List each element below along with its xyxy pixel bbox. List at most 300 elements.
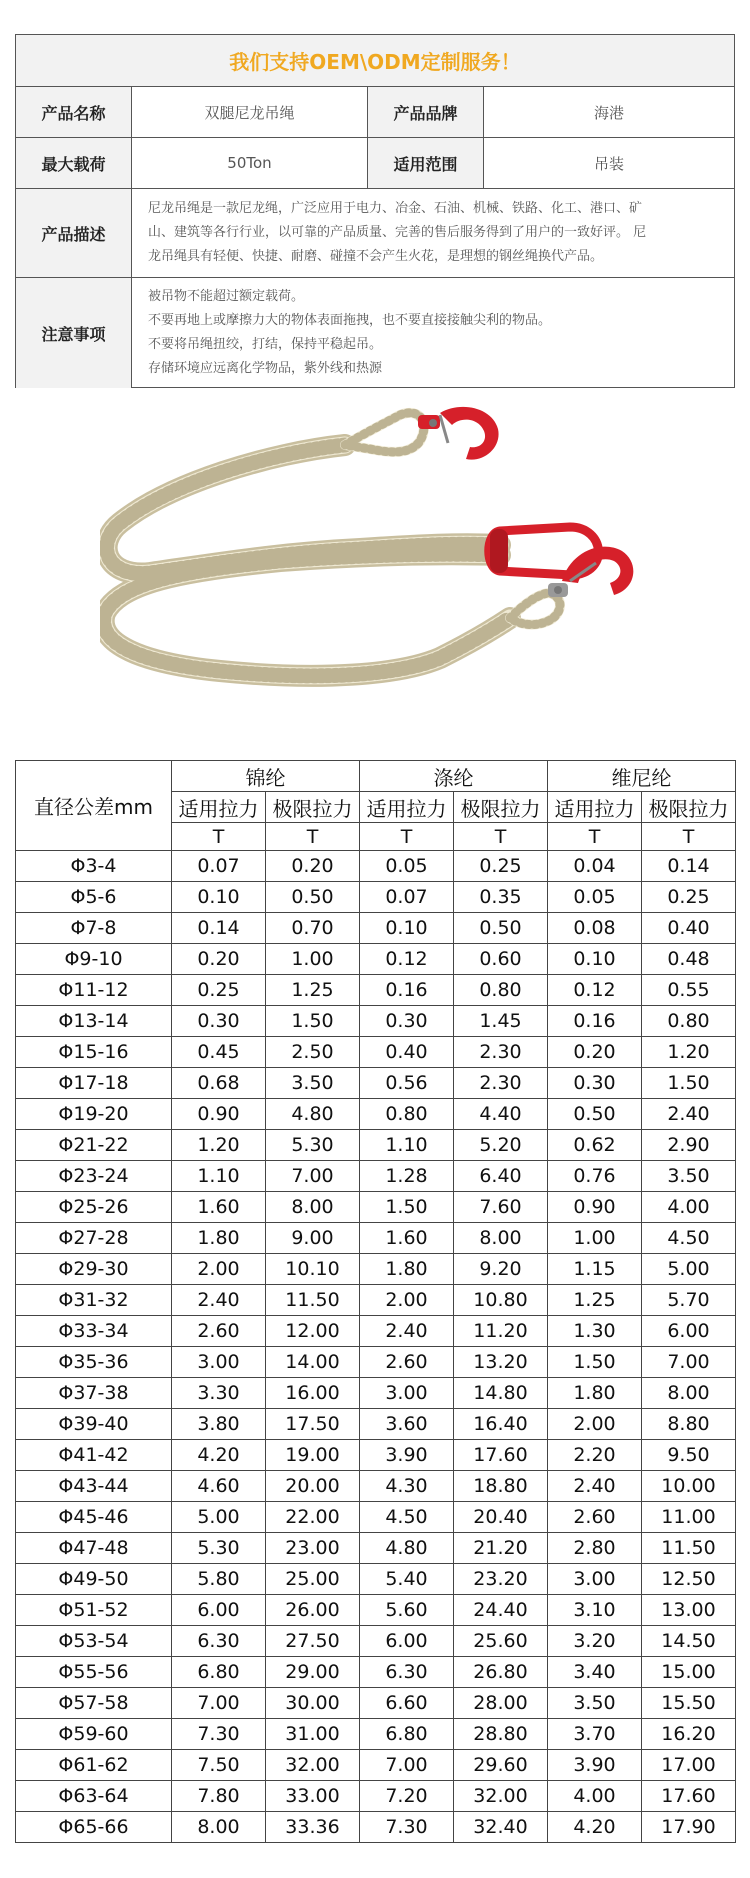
- table-row: [16, 975, 736, 1006]
- value-cell: 3.00: [172, 1347, 266, 1378]
- value-cell: 0.80: [454, 975, 548, 1006]
- table-row: [16, 1347, 736, 1378]
- diameter-cell: Φ11-12: [16, 975, 172, 1006]
- value-cell: 21.20: [454, 1533, 548, 1564]
- value-cell: 3.30: [172, 1378, 266, 1409]
- value-cell: 3.00: [548, 1564, 642, 1595]
- diameter-cell: Φ43-44: [16, 1471, 172, 1502]
- value-cell: 0.25: [454, 851, 548, 882]
- value-cell: 1.50: [642, 1068, 736, 1099]
- value-cell: 2.30: [454, 1037, 548, 1068]
- diameter-cell: Φ17-18: [16, 1068, 172, 1099]
- top-hook: [418, 407, 499, 460]
- value-cell: 4.50: [360, 1502, 454, 1533]
- value-cell: 0.08: [548, 913, 642, 944]
- value-cell: 3.90: [548, 1750, 642, 1781]
- value-cell: 3.50: [548, 1688, 642, 1719]
- value-cell: 24.40: [454, 1595, 548, 1626]
- value-cell: 2.30: [454, 1068, 548, 1099]
- value-cell: 11.00: [642, 1502, 736, 1533]
- info-row-notes: [16, 278, 734, 388]
- load-value: 50Ton: [132, 138, 368, 188]
- value-cell: 1.28: [360, 1161, 454, 1192]
- value-cell: 1.00: [266, 944, 360, 975]
- value-cell: 0.90: [172, 1099, 266, 1130]
- unit-label: T: [642, 823, 736, 851]
- diameter-cell: Φ3-4: [16, 851, 172, 882]
- value-cell: 7.60: [454, 1192, 548, 1223]
- diameter-cell: Φ15-16: [16, 1037, 172, 1068]
- value-cell: 6.00: [172, 1595, 266, 1626]
- value-cell: 32.00: [266, 1750, 360, 1781]
- diameter-cell: Φ27-28: [16, 1223, 172, 1254]
- info-row-name-brand: [16, 87, 734, 138]
- table-row: [16, 913, 736, 944]
- value-cell: 11.50: [642, 1533, 736, 1564]
- diameter-cell: Φ7-8: [16, 913, 172, 944]
- value-cell: 3.10: [548, 1595, 642, 1626]
- table-row: [16, 1812, 736, 1843]
- value-cell: 1.50: [266, 1006, 360, 1037]
- value-cell: 33.00: [266, 1781, 360, 1812]
- value-cell: 4.40: [454, 1099, 548, 1130]
- value-cell: 0.80: [360, 1099, 454, 1130]
- value-cell: 2.40: [548, 1471, 642, 1502]
- diameter-cell: Φ47-48: [16, 1533, 172, 1564]
- value-cell: 0.25: [172, 975, 266, 1006]
- value-cell: 5.20: [454, 1130, 548, 1161]
- table-row: [16, 1502, 736, 1533]
- value-cell: 26.80: [454, 1657, 548, 1688]
- value-cell: 2.60: [360, 1347, 454, 1378]
- value-cell: 16.40: [454, 1409, 548, 1440]
- table-row: [16, 1595, 736, 1626]
- diameter-cell: Φ63-64: [16, 1781, 172, 1812]
- name-value: 双腿尼龙吊绳: [132, 87, 368, 137]
- value-cell: 17.00: [642, 1750, 736, 1781]
- value-cell: 2.80: [548, 1533, 642, 1564]
- value-cell: 0.40: [642, 913, 736, 944]
- value-cell: 3.80: [172, 1409, 266, 1440]
- value-cell: 4.00: [548, 1781, 642, 1812]
- value-cell: 1.80: [360, 1254, 454, 1285]
- value-cell: 2.40: [172, 1285, 266, 1316]
- value-cell: 7.00: [642, 1347, 736, 1378]
- value-cell: 1.60: [172, 1192, 266, 1223]
- table-row: [16, 1254, 736, 1285]
- material-polyester-header: 涤纶: [360, 761, 548, 792]
- diameter-cell: Φ29-30: [16, 1254, 172, 1285]
- value-cell: 3.60: [360, 1409, 454, 1440]
- value-cell: 1.00: [548, 1223, 642, 1254]
- value-cell: 17.50: [266, 1409, 360, 1440]
- value-cell: 0.20: [172, 944, 266, 975]
- value-cell: 6.80: [172, 1657, 266, 1688]
- value-cell: 0.12: [548, 975, 642, 1006]
- diameter-cell: Φ35-36: [16, 1347, 172, 1378]
- table-row: [16, 1750, 736, 1781]
- value-cell: 0.76: [548, 1161, 642, 1192]
- value-cell: 17.60: [454, 1440, 548, 1471]
- notes-line: 不要再地上或摩擦力大的物体表面拖拽，也不要直接接触尖利的物品。: [148, 313, 552, 328]
- value-cell: 7.30: [360, 1812, 454, 1843]
- notes-line: 不要将吊绳扭绞，打结，保持平稳起吊。: [148, 337, 383, 352]
- value-cell: 1.10: [172, 1161, 266, 1192]
- value-cell: 12.50: [642, 1564, 736, 1595]
- table-row: [16, 1037, 736, 1068]
- value-cell: 7.00: [172, 1688, 266, 1719]
- value-cell: 0.05: [548, 882, 642, 913]
- value-cell: 0.68: [172, 1068, 266, 1099]
- value-cell: 10.10: [266, 1254, 360, 1285]
- diameter-cell: Φ37-38: [16, 1378, 172, 1409]
- unit-label: T: [454, 823, 548, 851]
- value-cell: 8.00: [454, 1223, 548, 1254]
- value-cell: 23.20: [454, 1564, 548, 1595]
- value-cell: 8.00: [172, 1812, 266, 1843]
- value-cell: 7.00: [266, 1161, 360, 1192]
- diameter-cell: Φ65-66: [16, 1812, 172, 1843]
- value-cell: 13.20: [454, 1347, 548, 1378]
- value-cell: 1.45: [454, 1006, 548, 1037]
- value-cell: 1.80: [172, 1223, 266, 1254]
- value-cell: 0.20: [548, 1037, 642, 1068]
- value-cell: 3.50: [266, 1068, 360, 1099]
- material-nylon-header: 锦纶: [172, 761, 360, 792]
- value-cell: 4.30: [360, 1471, 454, 1502]
- value-cell: 31.00: [266, 1719, 360, 1750]
- value-cell: 0.60: [454, 944, 548, 975]
- table-row: [16, 1161, 736, 1192]
- diameter-cell: Φ33-34: [16, 1316, 172, 1347]
- desc-line: 山、建筑等各行行业，以可靠的产品质量、完善的售后服务得到了用户的一致好评。 尼: [148, 225, 647, 240]
- diameter-cell: Φ55-56: [16, 1657, 172, 1688]
- unit-label: T: [172, 823, 266, 851]
- desc-label: 产品描述: [16, 189, 132, 277]
- value-cell: 14.80: [454, 1378, 548, 1409]
- product-photo: [100, 403, 660, 733]
- table-row: [16, 1440, 736, 1471]
- value-cell: 6.80: [360, 1719, 454, 1750]
- diameter-cell: Φ57-58: [16, 1688, 172, 1719]
- table-row: [16, 851, 736, 882]
- value-cell: 1.10: [360, 1130, 454, 1161]
- value-cell: 11.20: [454, 1316, 548, 1347]
- diameter-cell: Φ39-40: [16, 1409, 172, 1440]
- value-cell: 16.00: [266, 1378, 360, 1409]
- diameter-cell: Φ49-50: [16, 1564, 172, 1595]
- value-cell: 3.70: [548, 1719, 642, 1750]
- notes-text: [132, 278, 734, 388]
- value-cell: 9.50: [642, 1440, 736, 1471]
- info-row-description: [16, 189, 734, 278]
- value-cell: 32.00: [454, 1781, 548, 1812]
- value-cell: 10.00: [642, 1471, 736, 1502]
- value-cell: 0.50: [266, 882, 360, 913]
- desc-line: 尼龙吊绳是一款尼龙绳，广泛应用于电力、冶金、石油、机械、铁路、化工、港口、矿: [148, 201, 643, 216]
- value-cell: 0.45: [172, 1037, 266, 1068]
- value-cell: 1.20: [172, 1130, 266, 1161]
- value-cell: 3.90: [360, 1440, 454, 1471]
- value-cell: 26.00: [266, 1595, 360, 1626]
- table-row: [16, 1316, 736, 1347]
- table-row: [16, 1192, 736, 1223]
- value-cell: 0.07: [172, 851, 266, 882]
- value-cell: 4.20: [172, 1440, 266, 1471]
- value-cell: 32.40: [454, 1812, 548, 1843]
- value-cell: 2.00: [172, 1254, 266, 1285]
- value-cell: 30.00: [266, 1688, 360, 1719]
- value-cell: 4.60: [172, 1471, 266, 1502]
- value-cell: 5.70: [642, 1285, 736, 1316]
- break-load-header: 极限拉力: [266, 792, 360, 823]
- value-cell: 17.60: [642, 1781, 736, 1812]
- table-row: [16, 1719, 736, 1750]
- table-row: [16, 1223, 736, 1254]
- value-cell: 7.80: [172, 1781, 266, 1812]
- diameter-cell: Φ31-32: [16, 1285, 172, 1316]
- table-row: [16, 1471, 736, 1502]
- value-cell: 1.50: [360, 1192, 454, 1223]
- value-cell: 29.60: [454, 1750, 548, 1781]
- value-cell: 2.40: [642, 1099, 736, 1130]
- diameter-cell: Φ53-54: [16, 1626, 172, 1657]
- table-row: [16, 944, 736, 975]
- table-row: [16, 882, 736, 913]
- unit-label: T: [548, 823, 642, 851]
- value-cell: 0.16: [548, 1006, 642, 1037]
- value-cell: 2.60: [172, 1316, 266, 1347]
- value-cell: 12.00: [266, 1316, 360, 1347]
- value-cell: 2.40: [360, 1316, 454, 1347]
- working-load-header: 适用拉力: [360, 792, 454, 823]
- value-cell: 14.00: [266, 1347, 360, 1378]
- value-cell: 2.50: [266, 1037, 360, 1068]
- diameter-cell: Φ41-42: [16, 1440, 172, 1471]
- table-row: [16, 1006, 736, 1037]
- table-row: [16, 1626, 736, 1657]
- value-cell: 0.30: [172, 1006, 266, 1037]
- value-cell: 2.00: [360, 1285, 454, 1316]
- value-cell: 9.00: [266, 1223, 360, 1254]
- value-cell: 25.60: [454, 1626, 548, 1657]
- spec-table: [15, 760, 736, 1843]
- notes-line: 被吊物不能超过额定载荷。: [148, 289, 305, 304]
- value-cell: 0.35: [454, 882, 548, 913]
- value-cell: 16.20: [642, 1719, 736, 1750]
- value-cell: 4.00: [642, 1192, 736, 1223]
- value-cell: 6.30: [172, 1626, 266, 1657]
- diameter-cell: Φ5-6: [16, 882, 172, 913]
- table-row: [16, 1099, 736, 1130]
- oem-banner: 我们支持OEM\ODM定制服务！: [16, 35, 734, 87]
- value-cell: 11.50: [266, 1285, 360, 1316]
- scope-value: 吊装: [593, 154, 624, 173]
- value-cell: 5.40: [360, 1564, 454, 1595]
- value-cell: 0.70: [266, 913, 360, 944]
- value-cell: 23.00: [266, 1533, 360, 1564]
- value-cell: 19.00: [266, 1440, 360, 1471]
- value-cell: 14.50: [642, 1626, 736, 1657]
- value-cell: 0.48: [642, 944, 736, 975]
- value-cell: 25.00: [266, 1564, 360, 1595]
- table-row: [16, 1657, 736, 1688]
- value-cell: 0.56: [360, 1068, 454, 1099]
- value-cell: 1.80: [548, 1378, 642, 1409]
- brand-value: 海港: [593, 103, 624, 122]
- value-cell: 3.50: [642, 1161, 736, 1192]
- value-cell: 8.80: [642, 1409, 736, 1440]
- value-cell: 1.15: [548, 1254, 642, 1285]
- break-load-header: 极限拉力: [642, 792, 736, 823]
- value-cell: 8.00: [642, 1378, 736, 1409]
- value-cell: 4.20: [548, 1812, 642, 1843]
- diameter-cell: Φ45-46: [16, 1502, 172, 1533]
- value-cell: 0.50: [548, 1099, 642, 1130]
- diameter-cell: Φ61-62: [16, 1750, 172, 1781]
- diameter-cell: Φ9-10: [16, 944, 172, 975]
- load-label: 最大载荷: [16, 138, 132, 188]
- value-cell: 22.00: [266, 1502, 360, 1533]
- value-cell: 4.80: [360, 1533, 454, 1564]
- value-cell: 0.30: [548, 1068, 642, 1099]
- value-cell: 6.00: [642, 1316, 736, 1347]
- desc-text: [132, 189, 734, 277]
- value-cell: 33.36: [266, 1812, 360, 1843]
- table-row: [16, 1688, 736, 1719]
- info-row-load-scope: [16, 138, 734, 189]
- value-cell: 0.10: [172, 882, 266, 913]
- value-cell: 0.10: [548, 944, 642, 975]
- value-cell: 1.30: [548, 1316, 642, 1347]
- value-cell: 1.60: [360, 1223, 454, 1254]
- value-cell: 28.00: [454, 1688, 548, 1719]
- product-info-table: [15, 34, 735, 388]
- brand-label: 产品品牌: [368, 87, 484, 137]
- table-row: [16, 1533, 736, 1564]
- value-cell: 0.55: [642, 975, 736, 1006]
- value-cell: 1.25: [266, 975, 360, 1006]
- value-cell: 15.00: [642, 1657, 736, 1688]
- table-row: [16, 1285, 736, 1316]
- value-cell: 6.30: [360, 1657, 454, 1688]
- value-cell: 9.20: [454, 1254, 548, 1285]
- value-cell: 0.05: [360, 851, 454, 882]
- value-cell: 28.80: [454, 1719, 548, 1750]
- value-cell: 4.50: [642, 1223, 736, 1254]
- value-cell: 1.25: [548, 1285, 642, 1316]
- value-cell: 20.40: [454, 1502, 548, 1533]
- value-cell: 2.90: [642, 1130, 736, 1161]
- value-cell: 0.10: [360, 913, 454, 944]
- value-cell: 5.80: [172, 1564, 266, 1595]
- name-label: 产品名称: [16, 87, 132, 137]
- break-load-header: 极限拉力: [454, 792, 548, 823]
- material-vinylon-header: 维尼纶: [548, 761, 736, 792]
- value-cell: 13.00: [642, 1595, 736, 1626]
- value-cell: 6.60: [360, 1688, 454, 1719]
- value-cell: 0.30: [360, 1006, 454, 1037]
- diameter-cell: Φ59-60: [16, 1719, 172, 1750]
- value-cell: 0.25: [642, 882, 736, 913]
- value-cell: 0.12: [360, 944, 454, 975]
- desc-line: 龙吊绳具有轻便、快捷、耐磨、碰撞不会产生火花，是理想的钢丝绳换代产品。: [148, 249, 604, 264]
- value-cell: 2.20: [548, 1440, 642, 1471]
- value-cell: 0.04: [548, 851, 642, 882]
- value-cell: 3.00: [360, 1378, 454, 1409]
- value-cell: 4.80: [266, 1099, 360, 1130]
- notes-line: 存储环境应远离化学物品，紫外线和热源: [148, 361, 383, 376]
- diameter-cell: Φ13-14: [16, 1006, 172, 1037]
- diameter-cell: Φ23-24: [16, 1161, 172, 1192]
- unit-label: T: [266, 823, 360, 851]
- table-row: [16, 1409, 736, 1440]
- value-cell: 8.00: [266, 1192, 360, 1223]
- value-cell: 15.50: [642, 1688, 736, 1719]
- table-row: [16, 1068, 736, 1099]
- value-cell: 3.40: [548, 1657, 642, 1688]
- diameter-cell: Φ19-20: [16, 1099, 172, 1130]
- value-cell: 5.30: [266, 1130, 360, 1161]
- table-row: [16, 1130, 736, 1161]
- value-cell: 5.00: [172, 1502, 266, 1533]
- value-cell: 1.50: [548, 1347, 642, 1378]
- working-load-header: 适用拉力: [548, 792, 642, 823]
- value-cell: 0.07: [360, 882, 454, 913]
- value-cell: 0.16: [360, 975, 454, 1006]
- value-cell: 7.50: [172, 1750, 266, 1781]
- value-cell: 17.90: [642, 1812, 736, 1843]
- value-cell: 20.00: [266, 1471, 360, 1502]
- value-cell: 1.20: [642, 1037, 736, 1068]
- notes-label: 注意事项: [16, 278, 132, 388]
- value-cell: 2.00: [548, 1409, 642, 1440]
- diameter-cell: Φ25-26: [16, 1192, 172, 1223]
- value-cell: 0.40: [360, 1037, 454, 1068]
- value-cell: 0.20: [266, 851, 360, 882]
- value-cell: 6.00: [360, 1626, 454, 1657]
- value-cell: 5.60: [360, 1595, 454, 1626]
- working-load-header: 适用拉力: [172, 792, 266, 823]
- value-cell: 5.00: [642, 1254, 736, 1285]
- value-cell: 6.40: [454, 1161, 548, 1192]
- table-row: [16, 1378, 736, 1409]
- value-cell: 7.20: [360, 1781, 454, 1812]
- value-cell: 7.00: [360, 1750, 454, 1781]
- value-cell: 5.30: [172, 1533, 266, 1564]
- value-cell: 27.50: [266, 1626, 360, 1657]
- diameter-header: 直径公差mm: [16, 761, 172, 851]
- value-cell: 0.14: [642, 851, 736, 882]
- value-cell: 0.80: [642, 1006, 736, 1037]
- value-cell: 0.90: [548, 1192, 642, 1223]
- value-cell: 0.62: [548, 1130, 642, 1161]
- value-cell: 7.30: [172, 1719, 266, 1750]
- value-cell: 29.00: [266, 1657, 360, 1688]
- value-cell: 2.60: [548, 1502, 642, 1533]
- table-row: [16, 1781, 736, 1812]
- value-cell: 0.14: [172, 913, 266, 944]
- diameter-cell: Φ21-22: [16, 1130, 172, 1161]
- value-cell: 0.50: [454, 913, 548, 944]
- value-cell: 10.80: [454, 1285, 548, 1316]
- value-cell: 18.80: [454, 1471, 548, 1502]
- value-cell: 3.20: [548, 1626, 642, 1657]
- scope-label: 适用范围: [368, 138, 484, 188]
- diameter-cell: Φ51-52: [16, 1595, 172, 1626]
- table-row: [16, 1564, 736, 1595]
- unit-label: T: [360, 823, 454, 851]
